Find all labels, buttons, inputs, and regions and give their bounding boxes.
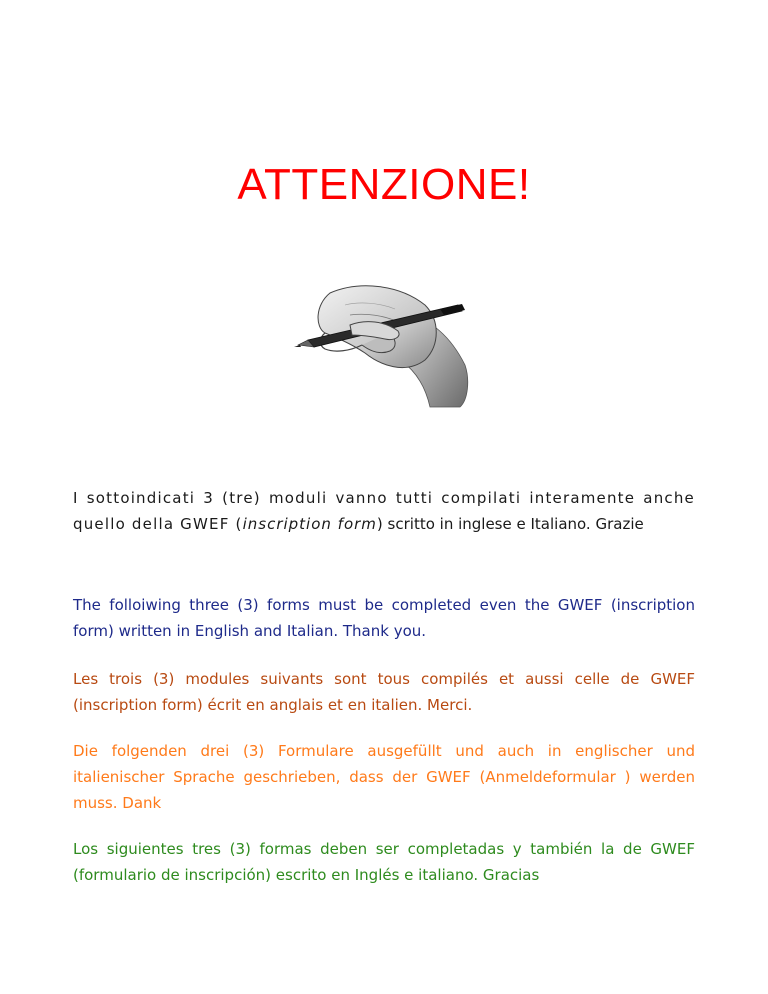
italian-text-part2: ) scritto in inglese e Italiano. Grazie bbox=[376, 515, 644, 533]
paragraph-spanish: Los siguientes tres (3) formas deben ser completadas y también la de GWEF (formulario de inscripción) escrito en Inglés e italiano. Gracias bbox=[73, 840, 695, 884]
italian-text-emphasis: inscription form bbox=[242, 515, 377, 533]
italian-text-part1: I sottoindicati 3 (tre) moduli vanno tutti compilati interamente anche quello della GWEF ( bbox=[73, 489, 695, 533]
paragraph-german: Die folgenden drei (3) Formulare ausgefüllt und auch in englischer und italienischer Sprache geschrieben, dass der GWEF (Anmeldeformular ) werden muss. Dank bbox=[73, 742, 695, 812]
hand-writing-icon bbox=[290, 275, 480, 410]
paragraph-english: The folloiwing three (3) forms must be completed even the GWEF (inscription form) written in English and Italian. Thank you. bbox=[73, 596, 695, 640]
paragraph-french: Les trois (3) modules suivants sont tous compilés et aussi celle de GWEF (inscription form) écrit en anglais et en italien. Merci. bbox=[73, 670, 695, 714]
paragraph-italian bbox=[73, 485, 695, 537]
page-title: ATTENZIONE! bbox=[237, 160, 531, 209]
